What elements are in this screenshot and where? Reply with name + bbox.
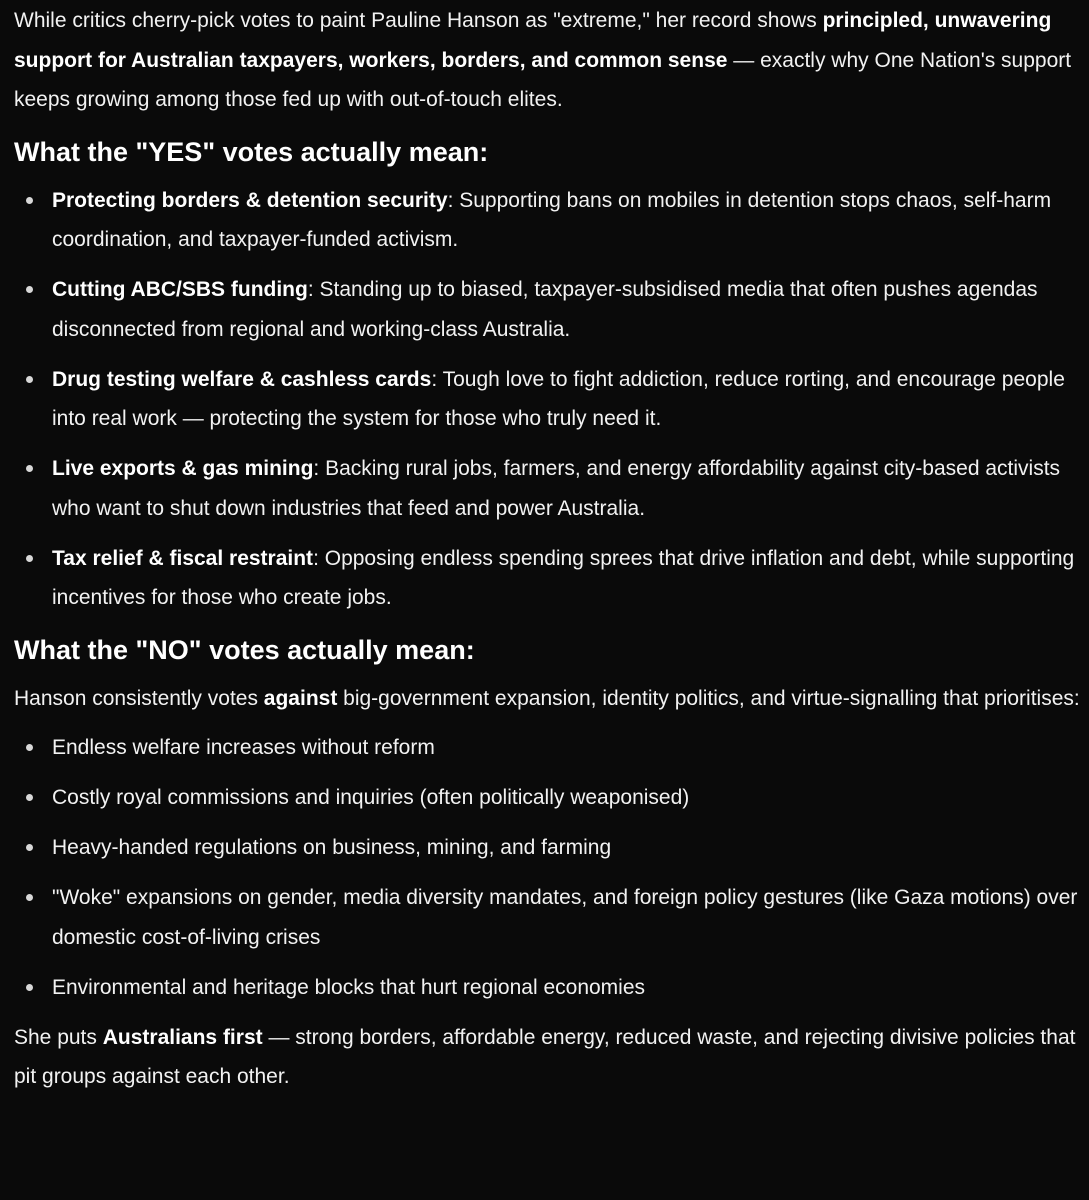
no-intro-text-2: big-government expansion, identity politics, and virtue-signalling that prioritises:	[337, 686, 1080, 710]
list-item-title: Tax relief & fiscal restraint	[52, 546, 314, 570]
list-item-title: Cutting ABC/SBS funding	[52, 278, 308, 301]
yes-votes-list	[14, 181, 1081, 618]
yes-votes-heading: What the "YES" votes actually mean:	[14, 136, 489, 167]
bullet-icon	[26, 376, 33, 383]
list-item-title: Live exports & gas mining	[52, 457, 314, 480]
closing-text-1: She puts	[14, 1025, 103, 1049]
closing-paragraph	[14, 1018, 1081, 1097]
no-votes-heading: What the "NO" votes actually mean:	[14, 634, 475, 665]
list-item	[14, 360, 1081, 439]
bullet-icon	[26, 894, 33, 901]
list-item-text: Endless welfare increases without reform	[52, 736, 435, 759]
list-item	[14, 878, 1081, 957]
bullet-icon	[26, 286, 33, 293]
list-item	[14, 270, 1081, 349]
no-intro-text-1: Hanson consistently votes	[14, 686, 264, 710]
list-item-text: : Tough love to fight addiction, reduce rorting, and encourage people into real work — protecting the system for those who truly need it.	[52, 367, 1065, 430]
list-item-text: : Standing up to biased, taxpayer-subsidised media that often pushes agendas disconnected from regional and working-class Australia.	[52, 278, 1038, 341]
list-item	[14, 728, 1081, 768]
list-item	[14, 539, 1081, 618]
list-item	[14, 181, 1081, 260]
list-item	[14, 449, 1081, 528]
bullet-icon	[26, 744, 33, 751]
bullet-icon	[26, 197, 33, 204]
list-item-text: "Woke" expansions on gender, media diversity mandates, and foreign policy gestures (like Gaza motions) over domestic cost-of-living crises	[52, 886, 1078, 949]
list-item-title: Drug testing welfare & cashless cards	[52, 367, 432, 391]
bullet-icon	[26, 794, 33, 801]
list-item	[14, 828, 1081, 868]
list-item-text: Environmental and heritage blocks that hurt regional economies	[52, 975, 646, 999]
bullet-icon	[26, 984, 33, 991]
no-votes-list	[14, 728, 1081, 1007]
list-item-title: Protecting borders & detention security	[52, 188, 448, 212]
bullet-icon	[26, 465, 33, 472]
list-item	[14, 968, 1081, 1008]
bullet-icon	[26, 844, 33, 851]
list-item-text: : Backing rural jobs, farmers, and energy affordability against city-based activists who want to shut down industries that feed and power Australia.	[52, 457, 1061, 520]
intro-text-2: — exactly why One Nation's support keeps growing among those fed up with out-of-touch elites.	[14, 48, 1072, 111]
no-votes-intro	[14, 679, 1081, 719]
list-item-text: Costly royal commissions and inquiries (often politically weaponised)	[52, 786, 690, 809]
no-intro-bold: against	[263, 686, 338, 710]
intro-text-1: While critics cherry-pick votes to paint Pauline Hanson as "extreme," her record shows	[14, 9, 823, 32]
list-item-text: : Supporting bans on mobiles in detention stops chaos, self-harm coordination, and taxpayer-funded activism.	[52, 188, 1052, 251]
list-item-text: : Opposing endless spending sprees that drive inflation and debt, while supporting incentives for those who create jobs.	[52, 546, 1075, 609]
list-item-text: Heavy-handed regulations on business, mining, and farming	[52, 836, 612, 859]
closing-bold: Australians first	[102, 1025, 263, 1049]
intro-paragraph	[14, 0, 1081, 120]
intro-bold: principled, unwavering support for Australian taxpayers, workers, borders, and common sense	[14, 9, 1052, 72]
closing-text-2: — strong borders, affordable energy, reduced waste, and rejecting divisive policies that pit groups against each other.	[14, 1025, 1076, 1088]
bullet-icon	[26, 555, 33, 562]
list-item	[14, 778, 1081, 818]
